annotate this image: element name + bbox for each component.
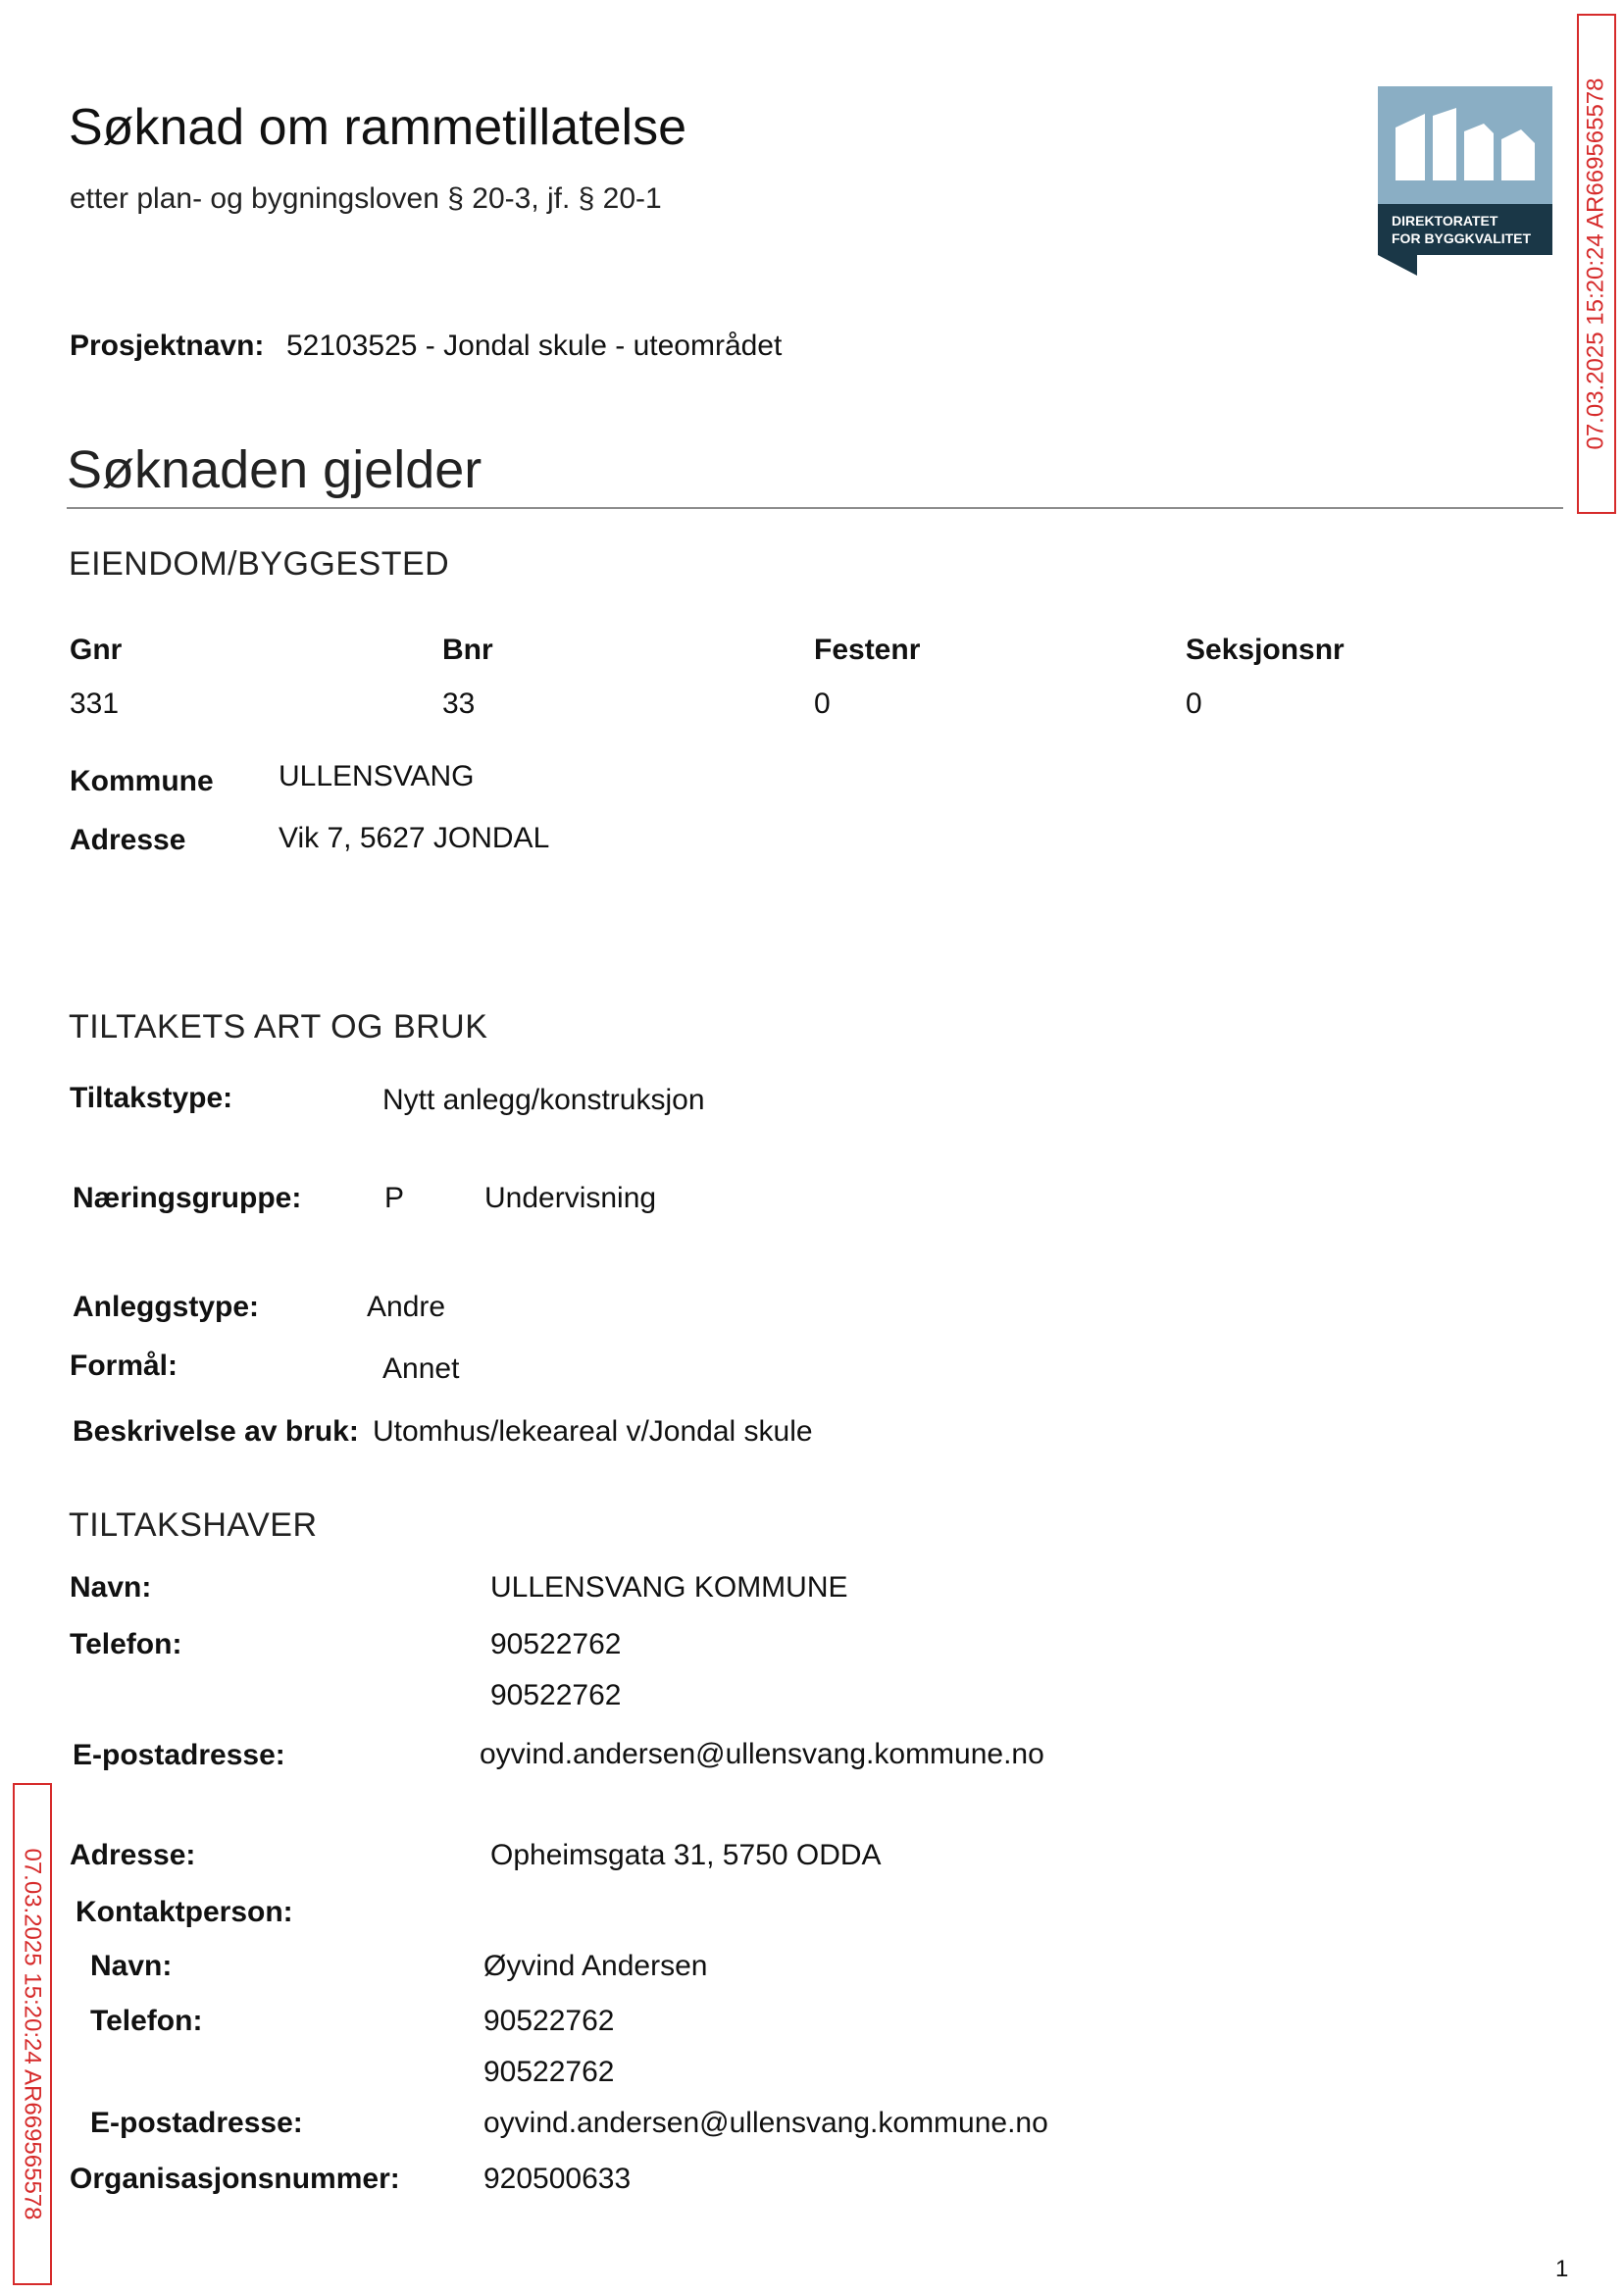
timestamp-stamp-left-text: 07.03.2025 15:20:24 AR669565578 <box>20 1848 46 2220</box>
formal-label: Formål: <box>70 1350 178 1382</box>
kontakt-telefon-label: Telefon: <box>90 2005 203 2037</box>
timestamp-stamp-left <box>13 1783 52 2285</box>
formal-value: Annet <box>382 1352 460 1385</box>
tiltak-heading: TILTAKETS ART OG BRUK <box>69 1008 488 1045</box>
logo-text-line2: FOR BYGGKVALITET <box>1392 230 1532 246</box>
seksjonsnr-value: 0 <box>1186 688 1202 720</box>
festenr-label: Festenr <box>814 634 921 666</box>
beskrivelse-value: Utomhus/lekeareal v/Jondal skule <box>373 1415 813 1448</box>
dibk-logo-icon <box>1378 86 1552 276</box>
tiltakstype-label: Tiltakstype: <box>70 1082 233 1114</box>
tiltakshaver-epost-label: E-postadresse: <box>73 1739 285 1771</box>
timestamp-stamp-right <box>1577 14 1616 514</box>
tiltakshaver-heading: TILTAKSHAVER <box>69 1506 318 1544</box>
beskrivelse-label: Beskrivelse av bruk: <box>73 1415 359 1448</box>
timestamp-stamp-right-text: 07.03.2025 15:20:24 AR669565578 <box>1583 77 1609 450</box>
adresse-value: Vik 7, 5627 JONDAL <box>279 822 550 854</box>
logo-text-line1: DIREKTORATET <box>1392 213 1498 229</box>
naeringsgruppe-code: P <box>384 1182 405 1214</box>
anleggstype-value: Andre <box>367 1291 446 1323</box>
document-title: Søknad om rammetillatelse <box>69 99 686 156</box>
gnr-label: Gnr <box>70 634 123 666</box>
project-value: 52103525 - Jondal skule - uteområdet <box>286 330 783 362</box>
kontakt-epost-label: E-postadresse: <box>90 2107 303 2139</box>
bnr-label: Bnr <box>442 634 493 666</box>
naeringsgruppe-value: Undervisning <box>484 1182 657 1214</box>
kontakt-navn-value: Øyvind Andersen <box>483 1950 708 1982</box>
page-number: 1 <box>1555 2256 1569 2282</box>
anleggstype-label: Anleggstype: <box>73 1291 260 1323</box>
bnr-value: 33 <box>442 688 476 720</box>
kontakt-epost-value: oyvind.andersen@ullensvang.kommune.no <box>483 2107 1048 2139</box>
kommune-value: ULLENSVANG <box>279 760 475 792</box>
gnr-value: 331 <box>70 688 120 720</box>
kontakt-telefon-value-2: 90522762 <box>483 2056 615 2088</box>
orgnr-value: 920500633 <box>483 2163 632 2195</box>
kontaktperson-label: Kontaktperson: <box>76 1896 293 1928</box>
document-subtitle: etter plan- og bygningsloven § 20-3, jf. § 20-1 <box>70 182 662 215</box>
naeringsgruppe-label: Næringsgruppe: <box>73 1182 302 1214</box>
tiltakshaver-navn-label: Navn: <box>70 1571 152 1604</box>
section-divider <box>67 507 1563 509</box>
tiltakshaver-telefon-label: Telefon: <box>70 1628 182 1660</box>
property-heading: EIENDOM/BYGGESTED <box>69 545 450 583</box>
tiltakstype-value: Nytt anlegg/konstruksjon <box>382 1084 705 1116</box>
adresse-label: Adresse <box>70 824 186 856</box>
tiltakshaver-adresse-value: Opheimsgata 31, 5750 ODDA <box>490 1839 882 1871</box>
dibk-logo <box>1378 86 1552 276</box>
tiltakshaver-adresse-label: Adresse: <box>70 1839 196 1871</box>
project-label: Prosjektnavn: <box>70 330 265 362</box>
seksjonsnr-label: Seksjonsnr <box>1186 634 1345 666</box>
festenr-value: 0 <box>814 688 831 720</box>
kontakt-telefon-value-1: 90522762 <box>483 2005 615 2037</box>
tiltakshaver-telefon-value-2: 90522762 <box>490 1679 622 1711</box>
orgnr-label: Organisasjonsnummer: <box>70 2163 400 2195</box>
section-title: Søknaden gjelder <box>67 440 482 499</box>
tiltakshaver-navn-value: ULLENSVANG KOMMUNE <box>490 1571 848 1604</box>
tiltakshaver-epost-value: oyvind.andersen@ullensvang.kommune.no <box>480 1738 1044 1770</box>
tiltakshaver-telefon-value-1: 90522762 <box>490 1628 622 1660</box>
kontakt-navn-label: Navn: <box>90 1950 173 1982</box>
kommune-label: Kommune <box>70 765 214 797</box>
